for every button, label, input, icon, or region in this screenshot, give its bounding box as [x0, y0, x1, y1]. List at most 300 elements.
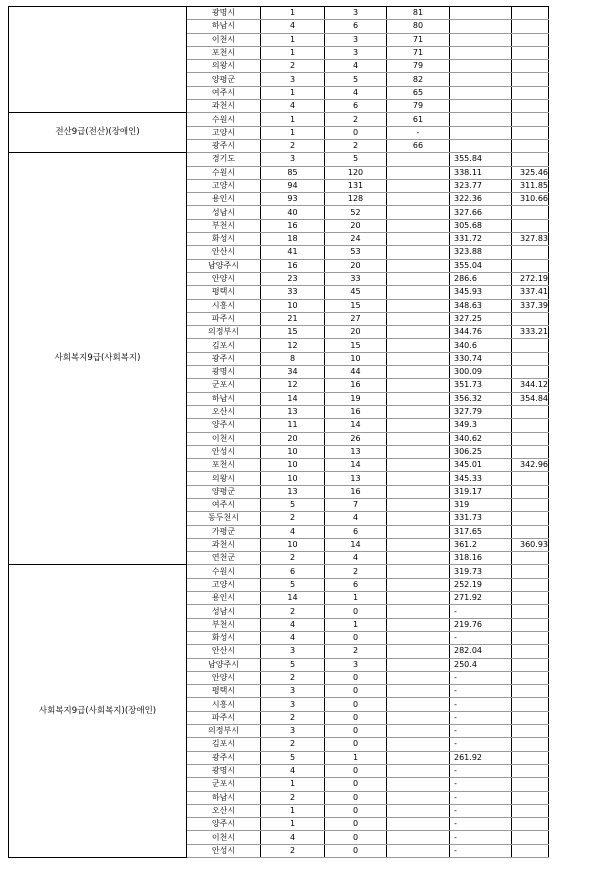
score-cell-3 — [512, 618, 549, 631]
score-cell-3 — [512, 472, 549, 485]
score-cell: 81 — [387, 7, 450, 20]
score-cell — [387, 685, 450, 698]
score-cell — [387, 179, 450, 192]
city-cell: 양주시 — [187, 419, 261, 432]
applicants-cell: 10 — [261, 299, 325, 312]
selected-cell: 6 — [325, 20, 387, 33]
applicants-cell: 16 — [261, 259, 325, 272]
city-cell: 안양시 — [187, 671, 261, 684]
city-cell: 수원시 — [187, 166, 261, 179]
score-cell-2: 282.04 — [450, 645, 512, 658]
applicants-cell: 1 — [261, 86, 325, 99]
applicants-cell: 41 — [261, 246, 325, 259]
score-cell-3: 333.21 — [512, 326, 549, 339]
applicants-cell: 4 — [261, 764, 325, 777]
score-cell-2: 355.04 — [450, 259, 512, 272]
selected-cell: 20 — [325, 259, 387, 272]
city-cell: 하남시 — [187, 20, 261, 33]
applicants-cell: 6 — [261, 565, 325, 578]
score-cell-3 — [512, 631, 549, 644]
city-cell: 광명시 — [187, 764, 261, 777]
exam-category-cell: 사회복지9급(사회복지) — [9, 153, 187, 565]
score-cell — [387, 379, 450, 392]
score-cell-2: 345.93 — [450, 286, 512, 299]
score-cell-3: 311.85 — [512, 179, 549, 192]
score-cell-3: 337.39 — [512, 299, 549, 312]
selected-cell: 0 — [325, 738, 387, 751]
applicants-cell: 20 — [261, 432, 325, 445]
score-cell-2: 344.76 — [450, 326, 512, 339]
applicants-cell: 40 — [261, 206, 325, 219]
score-cell-3 — [512, 153, 549, 166]
applicants-cell: 5 — [261, 658, 325, 671]
applicants-cell: 4 — [261, 618, 325, 631]
city-cell: 평택시 — [187, 685, 261, 698]
city-cell: 이천시 — [187, 831, 261, 844]
selected-cell: 5 — [325, 73, 387, 86]
selected-cell: 0 — [325, 804, 387, 817]
score-cell — [387, 671, 450, 684]
city-cell: 이천시 — [187, 33, 261, 46]
selected-cell: 1 — [325, 592, 387, 605]
score-cell-2 — [450, 86, 512, 99]
score-cell-2: 345.01 — [450, 459, 512, 472]
city-cell: 고양시 — [187, 179, 261, 192]
city-cell: 군포시 — [187, 379, 261, 392]
score-cell-2: - — [450, 725, 512, 738]
applicants-cell: 2 — [261, 791, 325, 804]
score-cell — [387, 326, 450, 339]
city-cell: 경기도 — [187, 153, 261, 166]
applicants-cell: 4 — [261, 100, 325, 113]
applicants-cell: 5 — [261, 498, 325, 511]
score-cell-3: 310.66 — [512, 193, 549, 206]
selected-cell: 14 — [325, 538, 387, 551]
score-cell — [387, 738, 450, 751]
recruitment-results-table — [8, 6, 549, 858]
score-cell-3: 354.84 — [512, 392, 549, 405]
score-cell-2: - — [450, 791, 512, 804]
score-cell — [387, 791, 450, 804]
score-cell-2: - — [450, 818, 512, 831]
score-cell-2: 252.19 — [450, 578, 512, 591]
selected-cell: 44 — [325, 366, 387, 379]
selected-cell: 0 — [325, 605, 387, 618]
city-cell: 포천시 — [187, 46, 261, 59]
city-cell: 용인시 — [187, 193, 261, 206]
score-cell-3 — [512, 725, 549, 738]
score-cell-2: 286.6 — [450, 272, 512, 285]
score-cell-2: 345.33 — [450, 472, 512, 485]
selected-cell: 53 — [325, 246, 387, 259]
applicants-cell: 13 — [261, 485, 325, 498]
applicants-cell: 4 — [261, 20, 325, 33]
score-cell-3 — [512, 419, 549, 432]
applicants-cell: 3 — [261, 73, 325, 86]
score-cell — [387, 392, 450, 405]
score-cell — [387, 246, 450, 259]
score-cell — [387, 153, 450, 166]
score-cell-2: 327.25 — [450, 312, 512, 325]
score-cell-3 — [512, 7, 549, 20]
score-cell: 79 — [387, 60, 450, 73]
score-cell-3 — [512, 605, 549, 618]
score-cell-2: - — [450, 631, 512, 644]
selected-cell: 20 — [325, 219, 387, 232]
city-cell: 화성시 — [187, 233, 261, 246]
city-cell: 부천시 — [187, 219, 261, 232]
score-cell-2: 340.6 — [450, 339, 512, 352]
city-cell: 의정부시 — [187, 725, 261, 738]
score-cell — [387, 645, 450, 658]
applicants-cell: 1 — [261, 46, 325, 59]
selected-cell: 2 — [325, 565, 387, 578]
exam-category-cell: 전산9급(전산)(장애인) — [9, 113, 187, 153]
selected-cell: 0 — [325, 725, 387, 738]
selected-cell: 16 — [325, 485, 387, 498]
applicants-cell: 23 — [261, 272, 325, 285]
score-cell-2: 338.11 — [450, 166, 512, 179]
applicants-cell: 4 — [261, 525, 325, 538]
score-cell: 66 — [387, 139, 450, 152]
score-cell-3 — [512, 711, 549, 724]
score-cell-2: 331.73 — [450, 512, 512, 525]
score-cell-2: 318.16 — [450, 552, 512, 565]
score-cell — [387, 658, 450, 671]
score-cell-2 — [450, 60, 512, 73]
score-cell — [387, 405, 450, 418]
score-cell — [387, 299, 450, 312]
selected-cell: 0 — [325, 126, 387, 139]
city-cell: 수원시 — [187, 113, 261, 126]
applicants-cell: 5 — [261, 578, 325, 591]
applicants-cell: 94 — [261, 179, 325, 192]
score-cell-2: 349.3 — [450, 419, 512, 432]
score-cell-3 — [512, 791, 549, 804]
score-cell — [387, 618, 450, 631]
score-cell-3 — [512, 339, 549, 352]
city-cell: 의왕시 — [187, 472, 261, 485]
selected-cell: 131 — [325, 179, 387, 192]
city-cell: 광주시 — [187, 352, 261, 365]
score-cell — [387, 512, 450, 525]
score-cell: 65 — [387, 86, 450, 99]
city-cell: 이천시 — [187, 432, 261, 445]
selected-cell: 52 — [325, 206, 387, 219]
score-cell-2 — [450, 7, 512, 20]
score-cell-2: 317.65 — [450, 525, 512, 538]
score-cell-3 — [512, 698, 549, 711]
applicants-cell: 10 — [261, 472, 325, 485]
score-cell — [387, 631, 450, 644]
applicants-cell: 1 — [261, 113, 325, 126]
score-cell — [387, 698, 450, 711]
score-cell-3 — [512, 126, 549, 139]
score-cell-3: 344.12 — [512, 379, 549, 392]
selected-cell: 16 — [325, 379, 387, 392]
selected-cell: 4 — [325, 60, 387, 73]
score-cell-2 — [450, 33, 512, 46]
score-cell-3 — [512, 33, 549, 46]
applicants-cell: 2 — [261, 671, 325, 684]
city-cell: 광명시 — [187, 366, 261, 379]
applicants-cell: 85 — [261, 166, 325, 179]
score-cell-3 — [512, 86, 549, 99]
score-cell-2 — [450, 20, 512, 33]
score-cell — [387, 725, 450, 738]
applicants-cell: 8 — [261, 352, 325, 365]
selected-cell: 16 — [325, 405, 387, 418]
city-cell: 용인시 — [187, 592, 261, 605]
city-cell: 파주시 — [187, 312, 261, 325]
score-cell-3 — [512, 671, 549, 684]
selected-cell: 13 — [325, 472, 387, 485]
score-cell-3 — [512, 645, 549, 658]
score-cell — [387, 485, 450, 498]
selected-cell: 0 — [325, 711, 387, 724]
city-cell: 고양시 — [187, 126, 261, 139]
applicants-cell: 1 — [261, 7, 325, 20]
city-cell: 광명시 — [187, 7, 261, 20]
city-cell: 하남시 — [187, 392, 261, 405]
score-cell — [387, 764, 450, 777]
score-cell-3 — [512, 366, 549, 379]
score-cell-2: 330.74 — [450, 352, 512, 365]
applicants-cell: 93 — [261, 193, 325, 206]
score-cell-3: 360.93 — [512, 538, 549, 551]
applicants-cell: 12 — [261, 339, 325, 352]
city-cell: 여주시 — [187, 498, 261, 511]
applicants-cell: 14 — [261, 392, 325, 405]
city-cell: 성남시 — [187, 605, 261, 618]
score-cell: 79 — [387, 100, 450, 113]
score-cell-2: 271.92 — [450, 592, 512, 605]
applicants-cell: 4 — [261, 831, 325, 844]
city-cell: 안양시 — [187, 272, 261, 285]
score-cell-3 — [512, 738, 549, 751]
score-cell-2: 323.77 — [450, 179, 512, 192]
applicants-cell: 21 — [261, 312, 325, 325]
score-cell-2: 361.2 — [450, 538, 512, 551]
score-cell-2: 348.63 — [450, 299, 512, 312]
exam-category-cell — [9, 7, 187, 113]
score-cell-2: 351.73 — [450, 379, 512, 392]
applicants-cell: 3 — [261, 685, 325, 698]
city-cell: 연천군 — [187, 552, 261, 565]
selected-cell: 10 — [325, 352, 387, 365]
score-cell-2 — [450, 126, 512, 139]
score-cell-3 — [512, 552, 549, 565]
score-cell — [387, 432, 450, 445]
applicants-cell: 2 — [261, 512, 325, 525]
applicants-cell: 18 — [261, 233, 325, 246]
score-cell — [387, 472, 450, 485]
score-cell — [387, 605, 450, 618]
score-cell-2: 356.32 — [450, 392, 512, 405]
score-cell-3 — [512, 60, 549, 73]
score-cell-2: - — [450, 671, 512, 684]
selected-cell: 6 — [325, 578, 387, 591]
selected-cell: 3 — [325, 46, 387, 59]
selected-cell: 0 — [325, 778, 387, 791]
table-row — [9, 113, 549, 126]
score-cell — [387, 366, 450, 379]
score-cell-2: 319 — [450, 498, 512, 511]
score-cell — [387, 578, 450, 591]
score-cell-3 — [512, 844, 549, 857]
score-cell-2: 261.92 — [450, 751, 512, 764]
city-cell: 광주시 — [187, 751, 261, 764]
score-cell-3 — [512, 831, 549, 844]
city-cell: 의왕시 — [187, 60, 261, 73]
applicants-cell: 3 — [261, 153, 325, 166]
applicants-cell: 10 — [261, 538, 325, 551]
city-cell: 안성시 — [187, 445, 261, 458]
applicants-cell: 2 — [261, 60, 325, 73]
applicants-cell: 14 — [261, 592, 325, 605]
score-cell-3: 327.83 — [512, 233, 549, 246]
score-cell — [387, 804, 450, 817]
score-cell-2: - — [450, 844, 512, 857]
selected-cell: 26 — [325, 432, 387, 445]
score-cell-2: 306.25 — [450, 445, 512, 458]
score-cell-3 — [512, 312, 549, 325]
score-cell — [387, 525, 450, 538]
score-cell-3 — [512, 46, 549, 59]
score-cell-3 — [512, 73, 549, 86]
selected-cell: 15 — [325, 299, 387, 312]
city-cell: 동두천시 — [187, 512, 261, 525]
score-cell-3: 272.19 — [512, 272, 549, 285]
applicants-cell: 11 — [261, 419, 325, 432]
exam-category-cell: 사회복지9급(사회복지)(장애인) — [9, 565, 187, 858]
score-cell-3 — [512, 512, 549, 525]
score-cell-2 — [450, 113, 512, 126]
selected-cell: 5 — [325, 153, 387, 166]
score-cell-2: - — [450, 764, 512, 777]
city-cell: 오산시 — [187, 405, 261, 418]
score-cell-3: 342.96 — [512, 459, 549, 472]
score-cell — [387, 844, 450, 857]
score-cell-2: 305.68 — [450, 219, 512, 232]
score-cell-3 — [512, 525, 549, 538]
selected-cell: 3 — [325, 658, 387, 671]
score-cell — [387, 552, 450, 565]
city-cell: 광주시 — [187, 139, 261, 152]
selected-cell: 0 — [325, 671, 387, 684]
city-cell: 남양주시 — [187, 658, 261, 671]
score-cell — [387, 445, 450, 458]
selected-cell: 14 — [325, 459, 387, 472]
score-cell — [387, 818, 450, 831]
city-cell: 화성시 — [187, 631, 261, 644]
score-cell-2: 340.62 — [450, 432, 512, 445]
selected-cell: 0 — [325, 698, 387, 711]
score-cell-3 — [512, 658, 549, 671]
score-cell-2: 250.4 — [450, 658, 512, 671]
score-cell — [387, 565, 450, 578]
applicants-cell: 13 — [261, 405, 325, 418]
score-cell: 82 — [387, 73, 450, 86]
score-cell-3 — [512, 778, 549, 791]
selected-cell: 7 — [325, 498, 387, 511]
city-cell: 김포시 — [187, 738, 261, 751]
score-cell-2: 219.76 — [450, 618, 512, 631]
city-cell: 수원시 — [187, 565, 261, 578]
score-cell-3 — [512, 20, 549, 33]
score-cell-3 — [512, 206, 549, 219]
selected-cell: 14 — [325, 419, 387, 432]
city-cell: 양평군 — [187, 73, 261, 86]
selected-cell: 33 — [325, 272, 387, 285]
table-row — [9, 153, 549, 166]
score-cell: 71 — [387, 46, 450, 59]
score-cell — [387, 831, 450, 844]
selected-cell: 0 — [325, 764, 387, 777]
applicants-cell: 4 — [261, 631, 325, 644]
city-cell: 안성시 — [187, 844, 261, 857]
score-cell-3: 337.41 — [512, 286, 549, 299]
score-cell-3 — [512, 818, 549, 831]
applicants-cell: 5 — [261, 751, 325, 764]
applicants-cell: 2 — [261, 844, 325, 857]
applicants-cell: 3 — [261, 725, 325, 738]
score-cell — [387, 352, 450, 365]
score-cell — [387, 711, 450, 724]
applicants-cell: 2 — [261, 552, 325, 565]
score-cell-2: 327.66 — [450, 206, 512, 219]
score-cell-3 — [512, 219, 549, 232]
score-cell-2: 322.36 — [450, 193, 512, 206]
score-cell-3 — [512, 445, 549, 458]
selected-cell: 6 — [325, 100, 387, 113]
score-cell: - — [387, 126, 450, 139]
score-cell — [387, 193, 450, 206]
selected-cell: 6 — [325, 525, 387, 538]
selected-cell: 0 — [325, 818, 387, 831]
selected-cell: 19 — [325, 392, 387, 405]
score-cell-2 — [450, 100, 512, 113]
city-cell: 시흥시 — [187, 698, 261, 711]
score-cell-3 — [512, 485, 549, 498]
city-cell: 시흥시 — [187, 299, 261, 312]
city-cell: 여주시 — [187, 86, 261, 99]
score-cell — [387, 498, 450, 511]
applicants-cell: 1 — [261, 126, 325, 139]
score-cell — [387, 778, 450, 791]
score-cell: 80 — [387, 20, 450, 33]
selected-cell: 13 — [325, 445, 387, 458]
score-cell-3 — [512, 405, 549, 418]
selected-cell: 45 — [325, 286, 387, 299]
score-cell-2: - — [450, 804, 512, 817]
city-cell: 군포시 — [187, 778, 261, 791]
city-cell: 과천시 — [187, 538, 261, 551]
city-cell: 김포시 — [187, 339, 261, 352]
applicants-cell: 1 — [261, 804, 325, 817]
applicants-cell: 10 — [261, 459, 325, 472]
score-cell-2: 300.09 — [450, 366, 512, 379]
applicants-cell: 2 — [261, 711, 325, 724]
score-cell-3 — [512, 432, 549, 445]
city-cell: 오산시 — [187, 804, 261, 817]
city-cell: 고양시 — [187, 578, 261, 591]
score-cell-3 — [512, 113, 549, 126]
selected-cell: 2 — [325, 113, 387, 126]
applicants-cell: 34 — [261, 366, 325, 379]
score-cell-3 — [512, 685, 549, 698]
city-cell: 포천시 — [187, 459, 261, 472]
